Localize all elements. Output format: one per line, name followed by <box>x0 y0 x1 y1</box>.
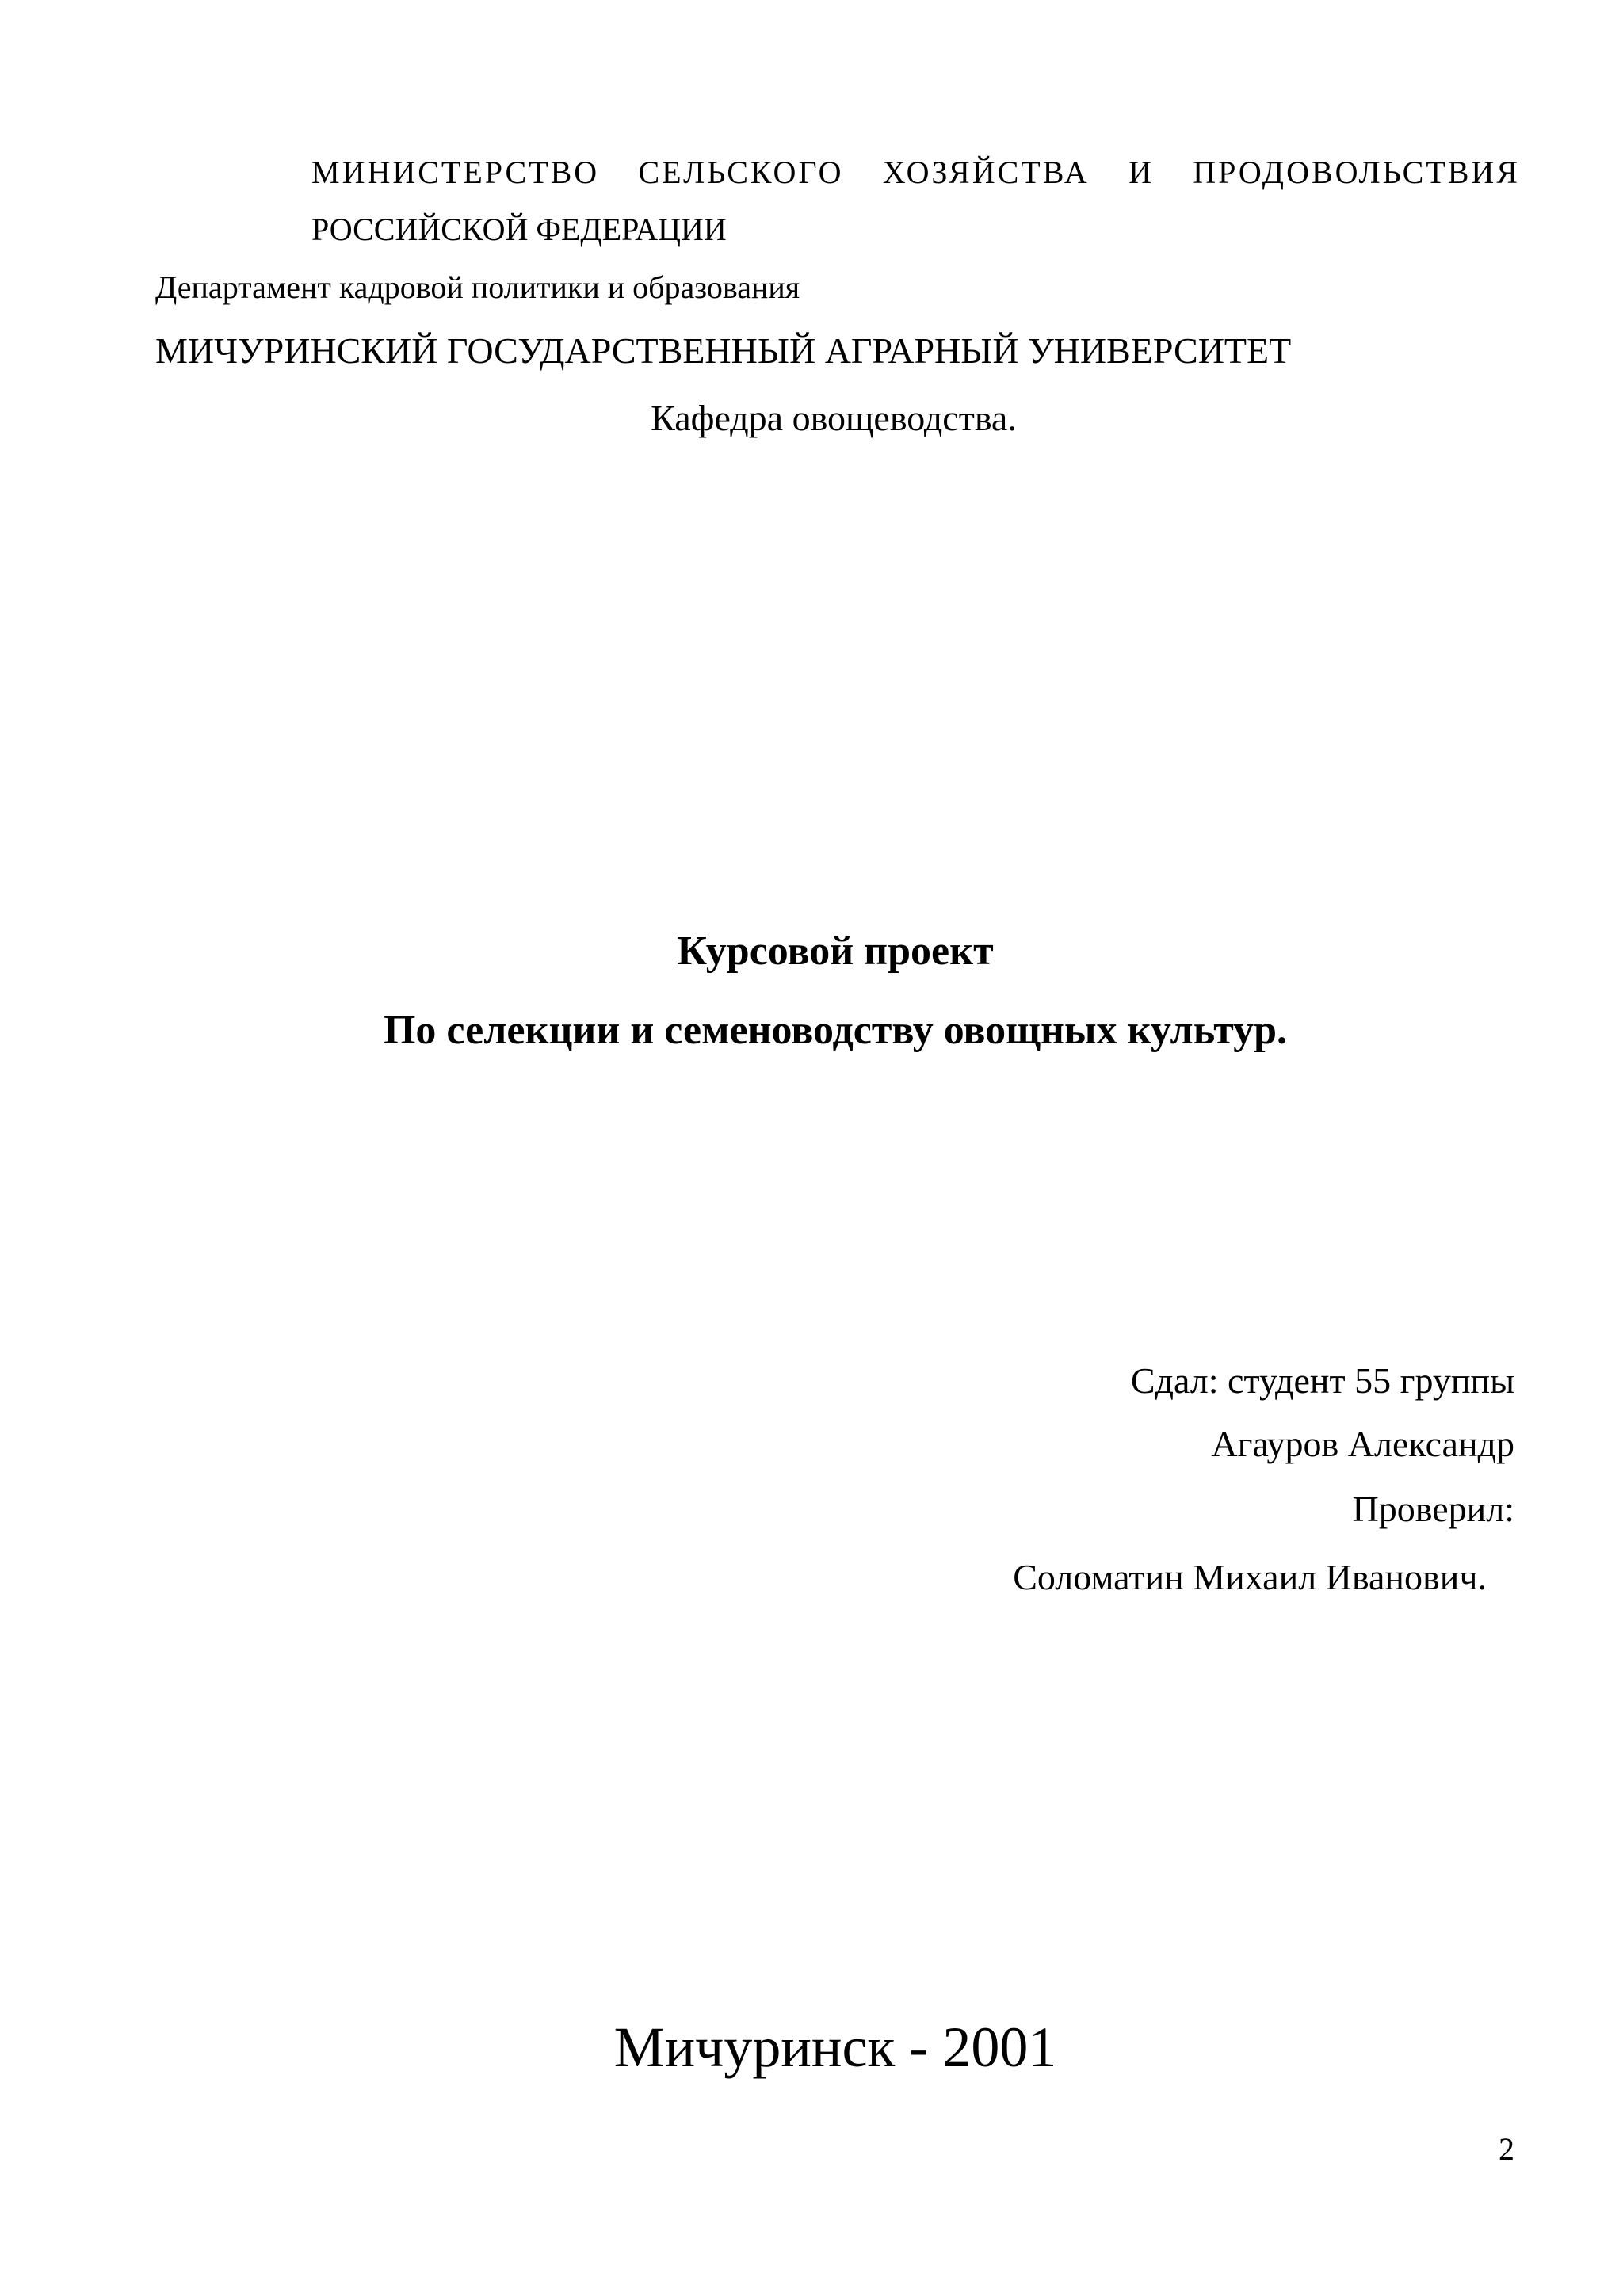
university-heading: МИЧУРИНСКИЙ ГОСУДАРСТВЕННЫЙ АГРАРНЫЙ УНИВЕРСИТЕТ <box>155 330 1292 371</box>
page-number: 2 <box>1499 2131 1514 2167</box>
city-year: Мичуринск - 2001 <box>613 2016 1057 2079</box>
document-subject: По селекции и семеноводству овощных культур. <box>383 1008 1287 1053</box>
student-name: Агауров Александр <box>1211 1424 1514 1464</box>
department-heading: Департамент кадровой политики и образования <box>155 269 800 305</box>
federation-heading: РОССИЙСКОЙ ФЕДЕРАЦИИ <box>311 212 727 247</box>
checked-by-label: Проверил: <box>1352 1489 1514 1529</box>
checker-name: Соломатин Михаил Иванович. <box>1013 1557 1487 1597</box>
chair-heading: Кафедра овощеводства. <box>651 398 1017 438</box>
submitted-by-label: Сдал: студент 55 группы <box>1130 1360 1514 1401</box>
ministry-heading: МИНИСТЕРСТВО СЕЛЬСКОГО ХОЗЯЙСТВА И ПРОДОВОЛЬСТВИЯ <box>311 154 1520 190</box>
document-title: Курсовой проект <box>677 929 994 974</box>
